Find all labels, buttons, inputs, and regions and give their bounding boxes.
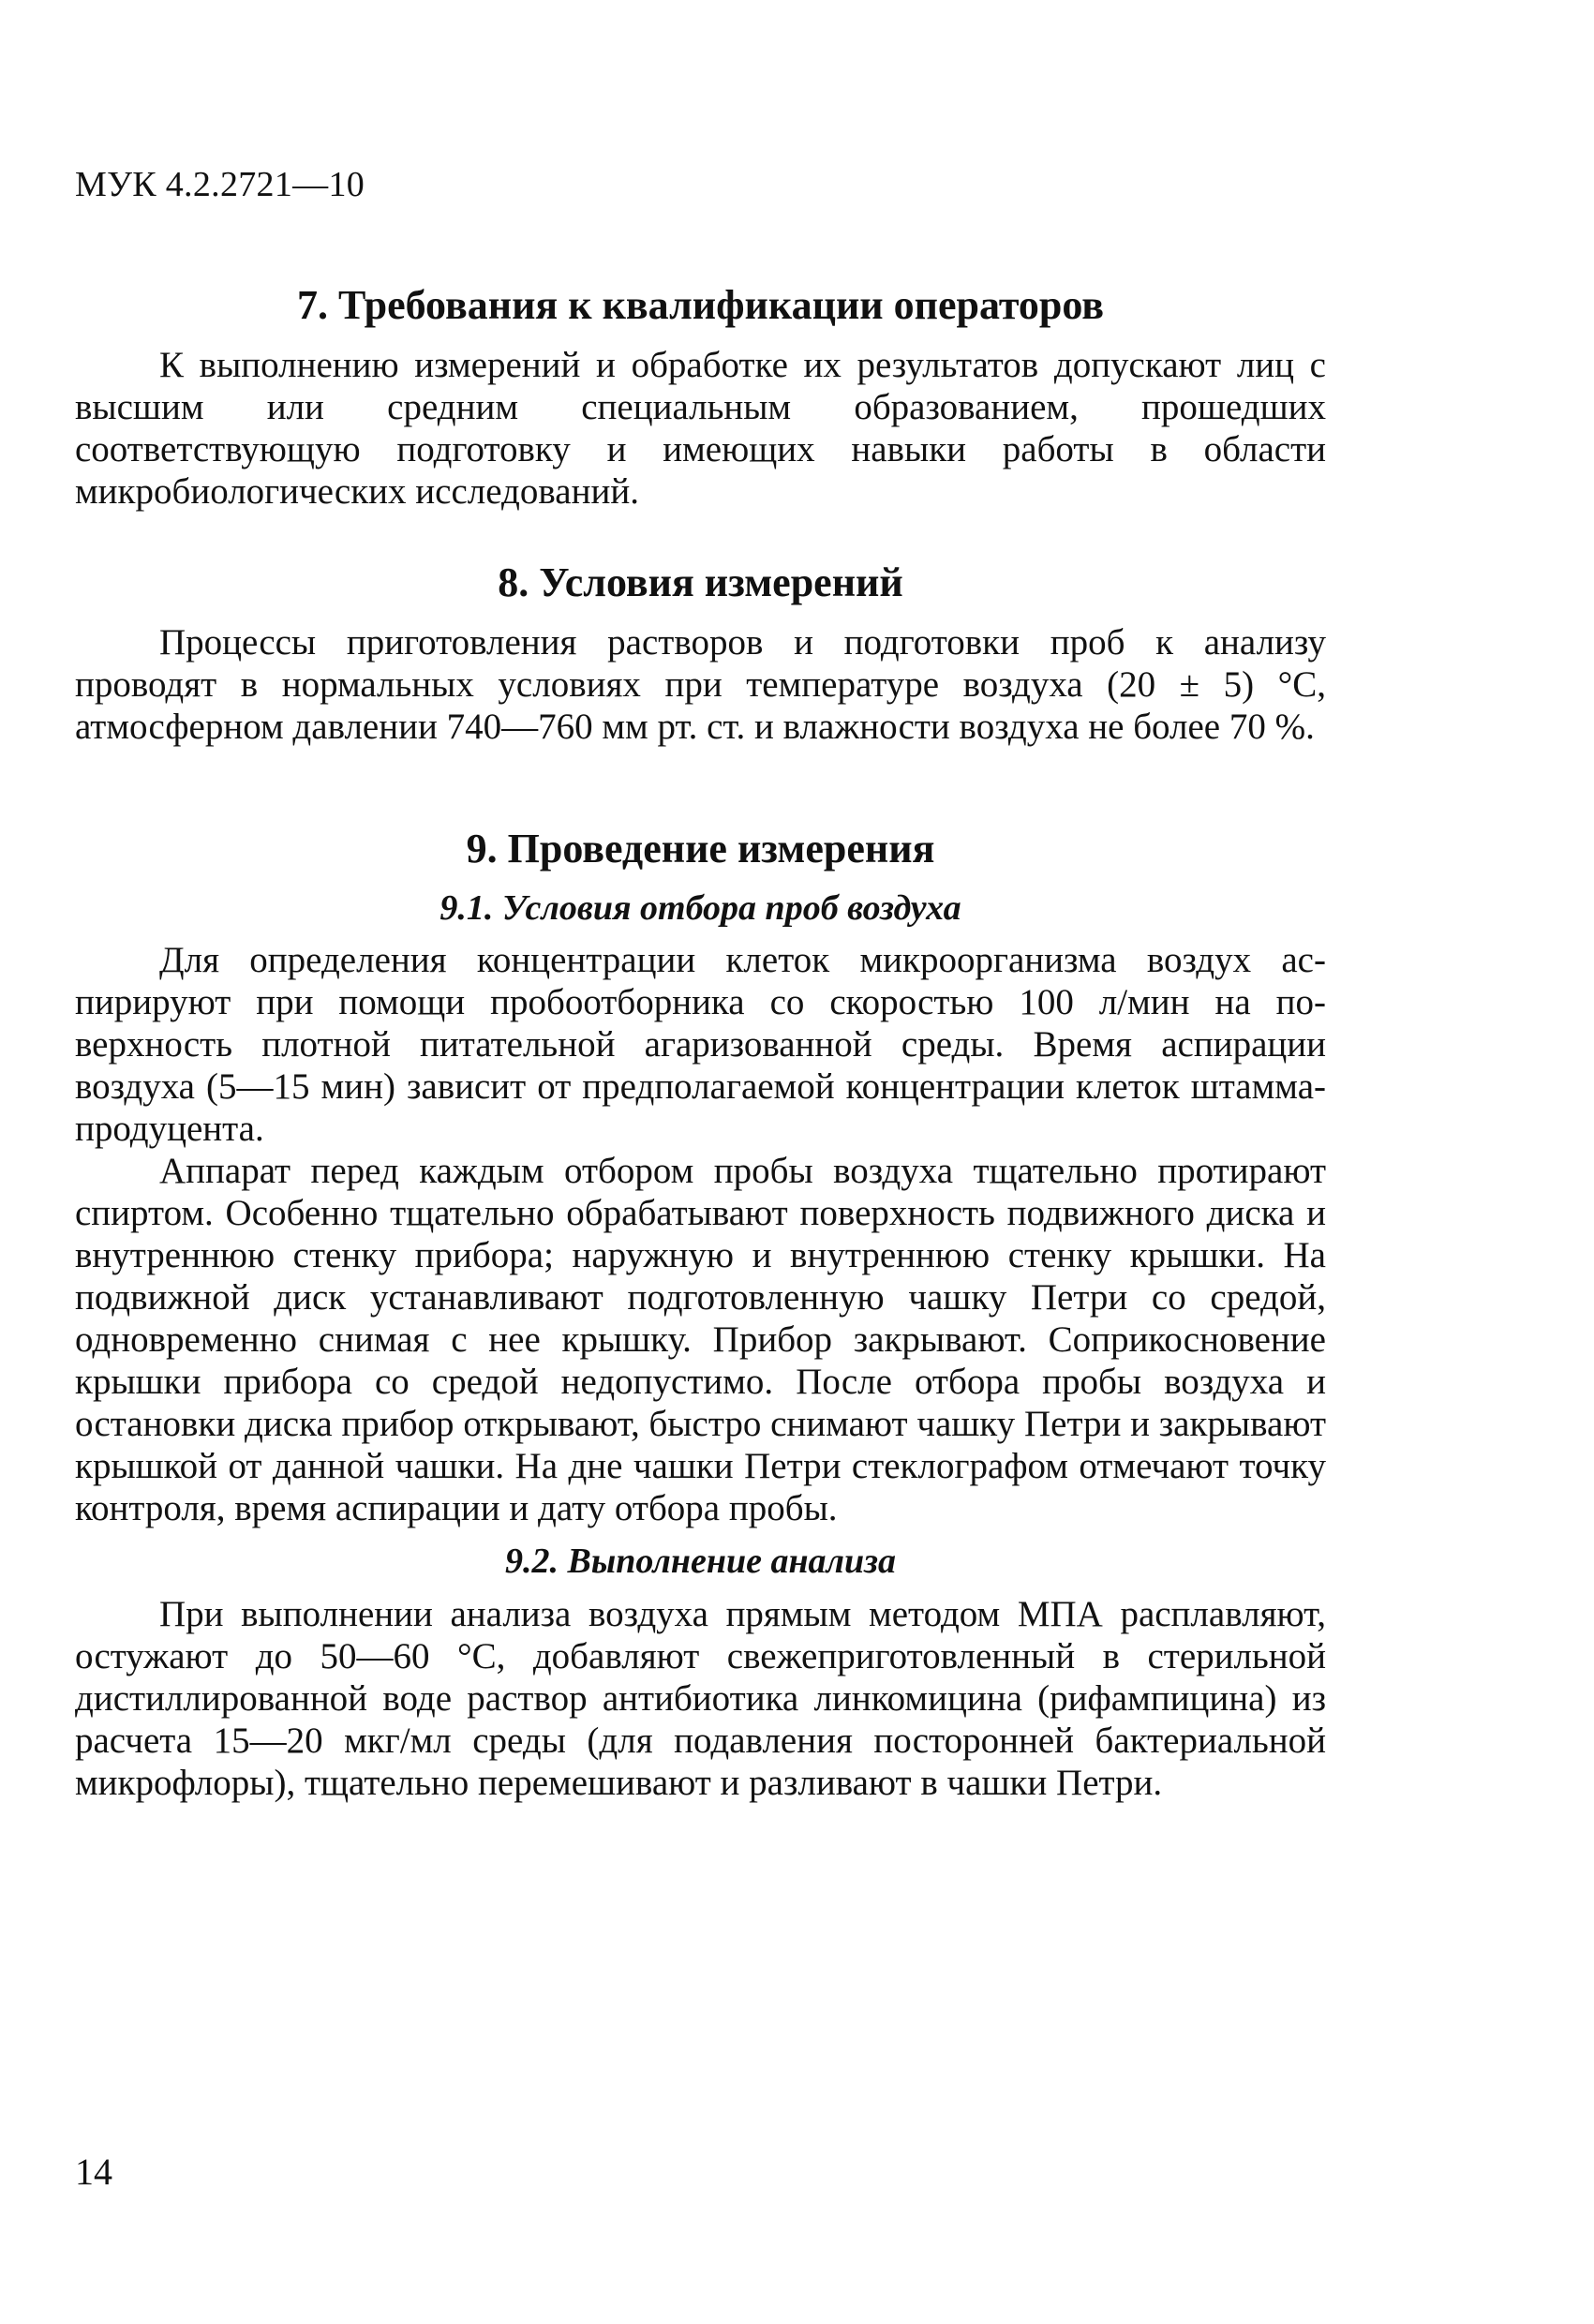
section-8-title: 8. Условия измерений [498, 559, 903, 605]
section-7-title: 7. Требования к квалификации операторов [296, 282, 1105, 328]
section-8-paragraph: Процессы приготовления растворов и подготовки проб к анализу проводят в нормальных условиях при температуре воздуха (20 ± 5) °С, атмосферном давлении 740—760 мм рт. ст. и влажности воздуха не более 70 %. [75, 621, 1326, 747]
page-number: 14 [75, 2151, 112, 2193]
section-7 [75, 281, 1326, 513]
subsection-9-2-paragraph: При выполнении анализа воздуха прямым методом МПА расплавляют, остужают до 50—60 °С, добавляют свежеприготовленный в стерильной дистиллированной воде раствор антибиотика линкомицина (рифампицина) из расчета 15—20 мкг/мл среды (для подавления посторонней бактериальной микрофлоры), тщательно перемешивают и разливают в чашки Петри. [75, 1593, 1326, 1803]
section-9 [75, 825, 1326, 1804]
section-7-paragraph: К выполнению измерений и обработке их результатов допускают лиц с высшим или средним специальным образованием, прошедших соответствующую подготовку и имеющих навыки работы в области микробиологических исследований. [75, 344, 1326, 512]
section-8 [75, 559, 1326, 748]
document-code-header: МУК 4.2.2721—10 [75, 165, 365, 204]
subsection-9-2-title: 9.2. Выполнение анализа [504, 1542, 897, 1582]
subsection-9-1-paragraph-2: Аппарат перед каждым отбором пробы воздуха тщательно протирают спиртом. Особенно тщательно обрабатывают поверхность подвижного диска и внутреннюю стенку прибора; наружную и внутреннюю стенку крышки. На подвижной диск устанавливают подготовленную чашку Петри со средой, одновременно снимая с нее крышку. Прибор закрывают. Соприкосновение крышки прибора со средой недопустимо. После отбора пробы воздуха и остановки диска прибор открывают, быстро снимают чашку Петри и закрывают крышкой от данной чашки. На дне чашки Петри стеклографом отмечают точку контроля, время аспирации и дату отбора пробы. [75, 1151, 1326, 1529]
subsection-9-1-paragraph-1: Для определения концентрации клеток микроорганизма воздух аспирируют при помощи пробоотборника со скоростью 100 л/мин на поверхность плотной питательной агаризованной среды. Время аспирации воздуха (5—15 мин) зависит от предполагаемой концентрации клеток штамма-продуцента. [75, 940, 1326, 1150]
subsection-9-1-title: 9.1. Условия отбора проб воздуха [439, 887, 961, 928]
section-9-title: 9. Проведение измерения [466, 826, 935, 872]
